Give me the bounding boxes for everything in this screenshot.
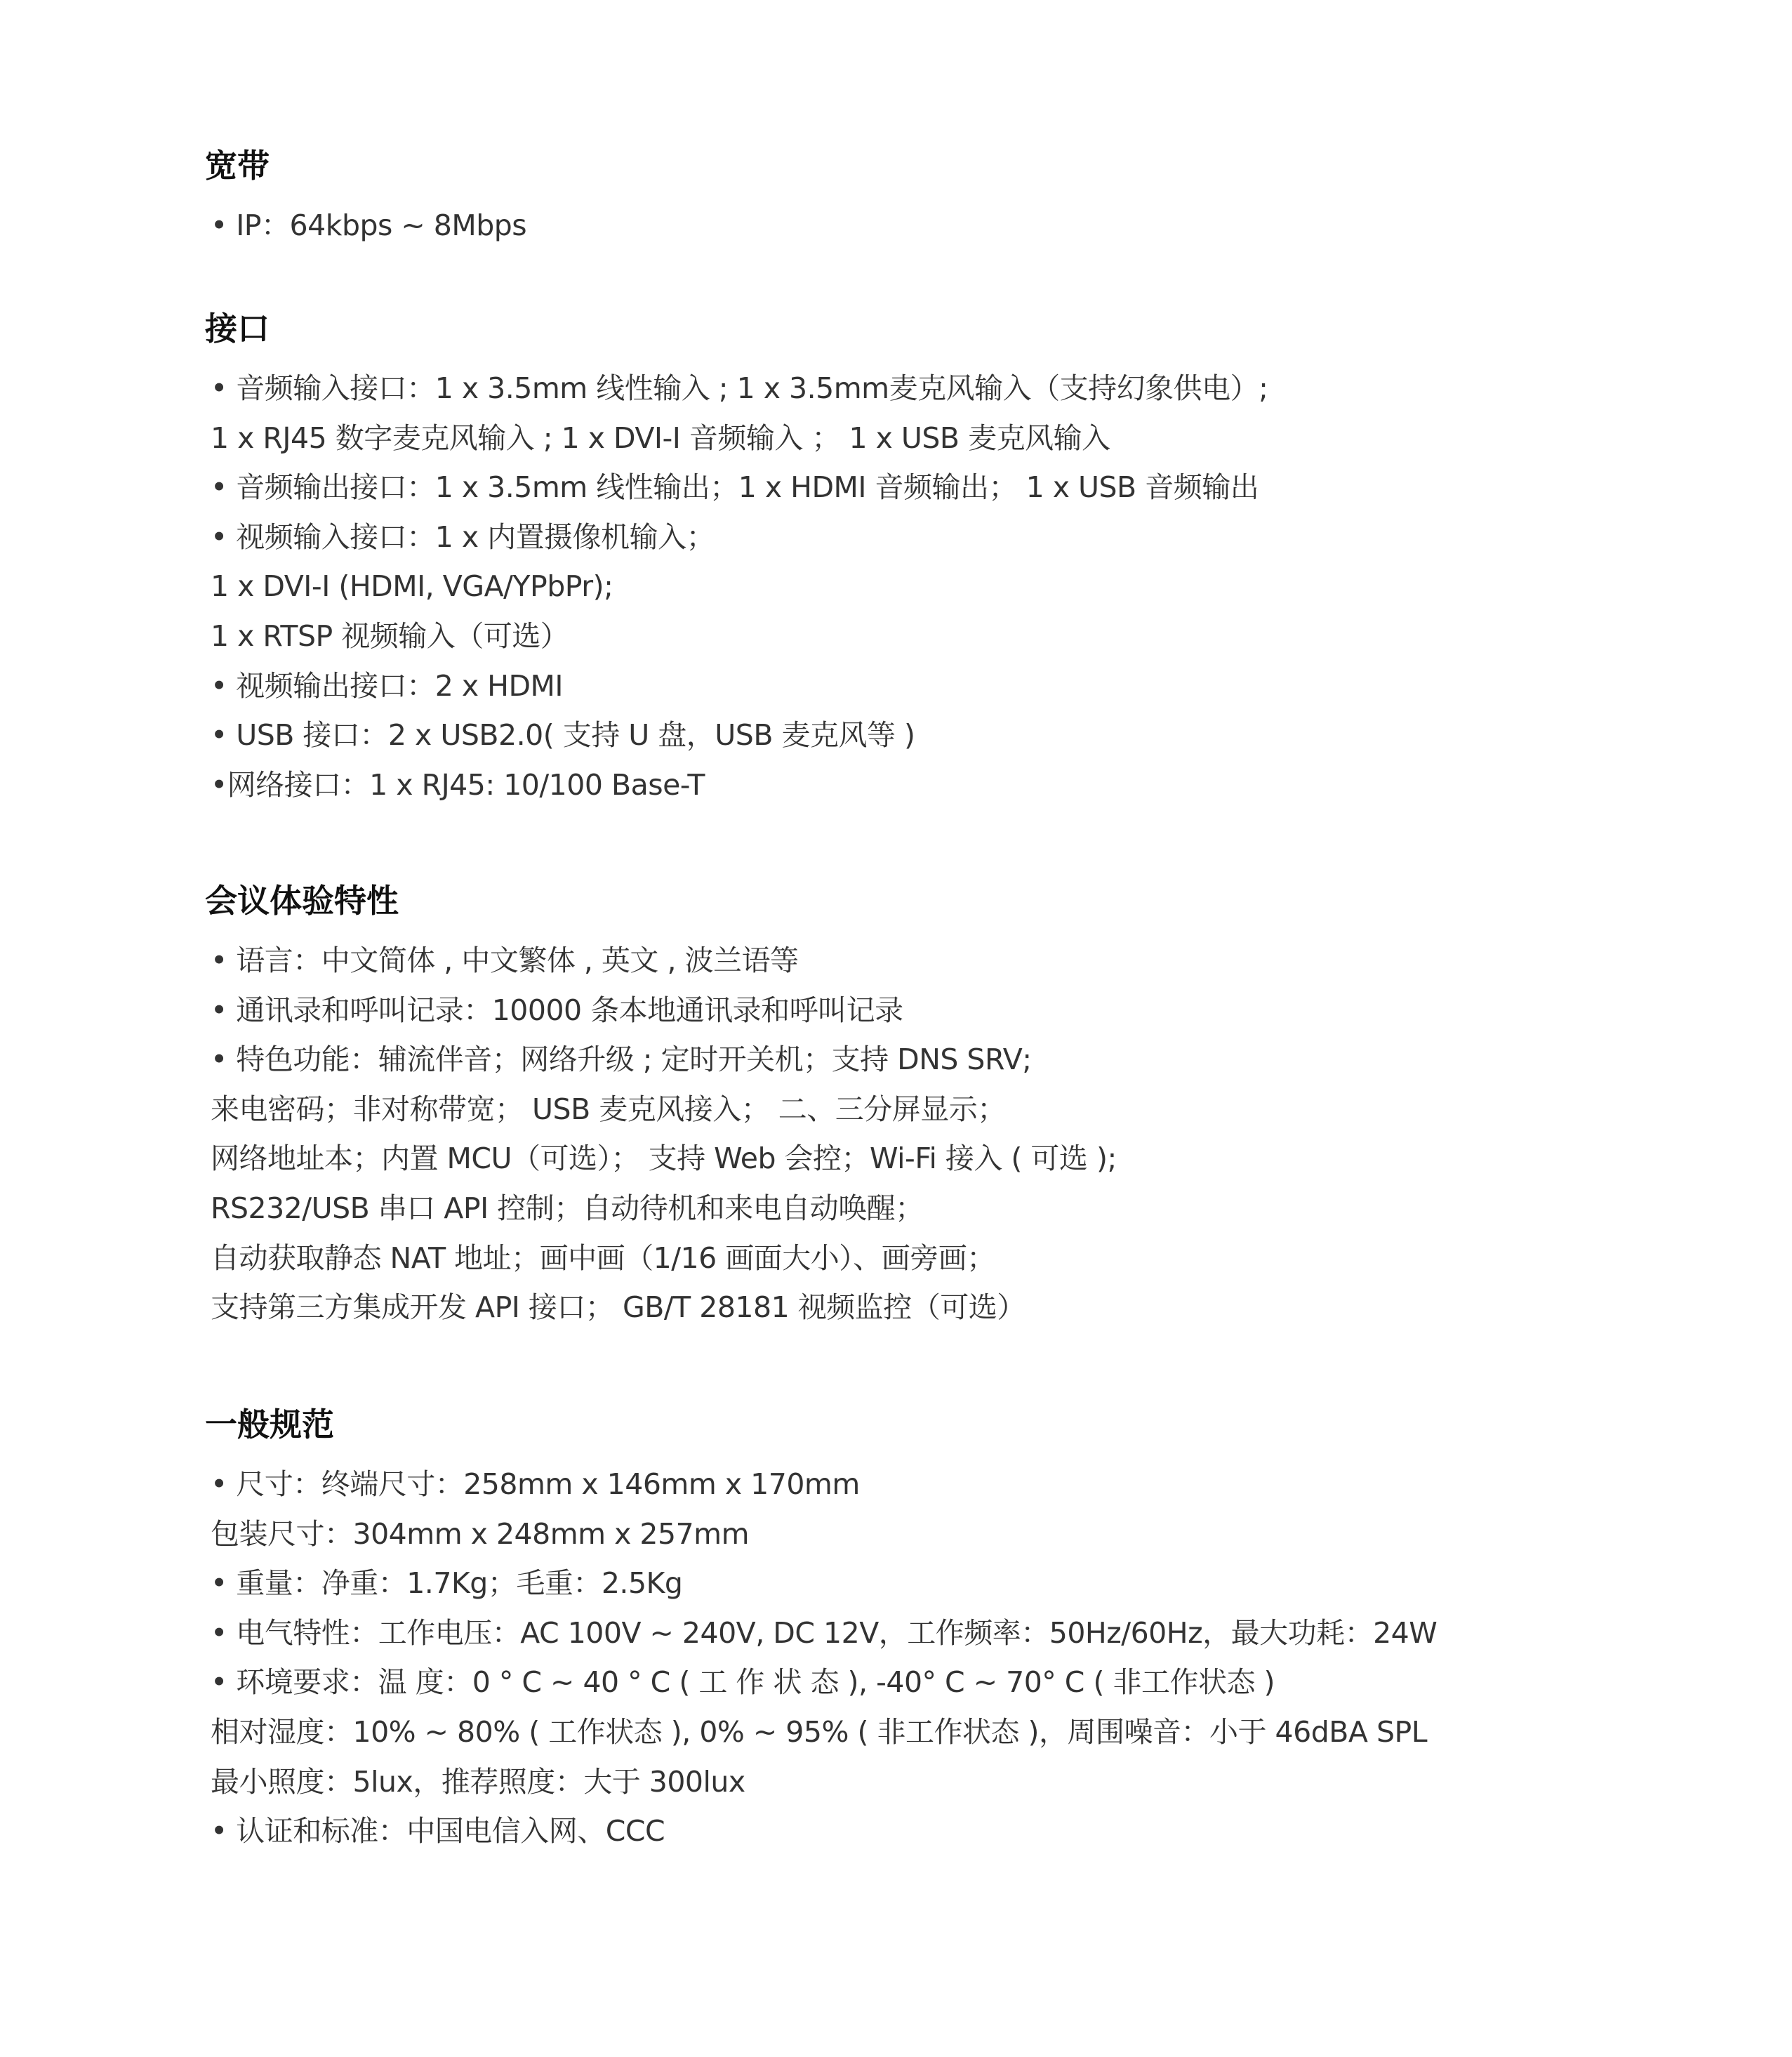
spec-line: • 音频输出接口：1 x 3.5mm 线性输出；1 x HDMI 音频输出； 1 x USB 音频输出 [211, 470, 1259, 505]
spec-line: • 尺寸：终端尺寸：258mm x 146mm x 170mm [211, 1467, 860, 1501]
spec-line: 1 x DVI-I (HDMI, VGA/YPbPr); [211, 569, 613, 604]
spec-line: • USB 接口：2 x USB2.0( 支持 U 盘，USB 麦克风等 ) [211, 718, 915, 753]
spec-line: 支持第三方集成开发 API 接口； GB/T 28181 视频监控（可选） [211, 1290, 1026, 1325]
spec-line: 相对湿度：10% ~ 80% ( 工作状态 ), 0% ~ 95% ( 非工作状态 )，周围噪音：小于 46dBA SPL [211, 1714, 1428, 1749]
section-title: 一般规范 [205, 1405, 334, 1443]
section-title: 宽带 [205, 147, 270, 185]
spec-line: 1 x RTSP 视频输入（可选） [211, 619, 569, 653]
section-title: 接口 [205, 310, 270, 348]
spec-line: • 音频输入接口：1 x 3.5mm 线性输入 ; 1 x 3.5mm麦克风输入（支持幻象供电）; [211, 371, 1268, 405]
spec-line: 自动获取静态 NAT 地址；画中画（1/16 画面大小）、画旁画； [211, 1241, 995, 1275]
spec-line: • 视频输出接口：2 x HDMI [211, 668, 563, 703]
spec-line: 网络地址本；内置 MCU（可选）； 支持 Web 会控；Wi-Fi 接入 ( 可选 ); [211, 1142, 1117, 1176]
spec-list [211, 936, 1117, 1332]
spec-line: • 认证和标准：中国电信入网、CCC [211, 1814, 665, 1848]
spec-line: • IP：64kbps ~ 8Mbps [211, 209, 527, 242]
spec-list [211, 364, 1268, 809]
spec-line: • 环境要求：温 度：0 ° C ~ 40 ° C ( 工 作 状 态 ), -40° C ~ 70° C ( 非工作状态 ) [211, 1665, 1275, 1700]
spec-line: • 重量：净重：1.7Kg；毛重：2.5Kg [211, 1566, 683, 1601]
spec-line: • 语言：中文简体 , 中文繁体 , 英文 , 波兰语等 [211, 944, 799, 977]
spec-list [211, 1460, 1437, 1856]
spec-line: 1 x RJ45 数字麦克风输入 ; 1 x DVI-I 音频输入 ； 1 x USB 麦克风输入 [211, 421, 1110, 455]
spec-list [211, 201, 526, 251]
section-title: 会议体验特性 [205, 882, 399, 920]
spec-line: • 通讯录和呼叫记录：10000 条本地通讯录和呼叫记录 [211, 993, 903, 1027]
spec-line: • 电气特性：工作电压：AC 100V ~ 240V, DC 12V，工作频率：50Hz/60Hz，最大功耗：24W [211, 1615, 1438, 1650]
spec-line: 最小照度：5lux，推荐照度：大于 300lux [211, 1764, 745, 1799]
spec-line: • 特色功能：辅流伴音；网络升级 ; 定时开关机；支持 DNS SRV; [211, 1043, 1032, 1077]
spec-line: RS232/USB 串口 API 控制；自动待机和来电自动唤醒； [211, 1191, 924, 1225]
spec-line: 包装尺寸：304mm x 248mm x 257mm [211, 1516, 750, 1551]
spec-line: • 视频输入接口：1 x 内置摄像机输入； [211, 520, 715, 554]
spec-line: •网络接口：1 x RJ45: 10/100 Base-T [211, 767, 705, 802]
spec-line: 来电密码；非对称带宽； USB 麦克风接入； 二、三分屏显示； [211, 1092, 1006, 1126]
